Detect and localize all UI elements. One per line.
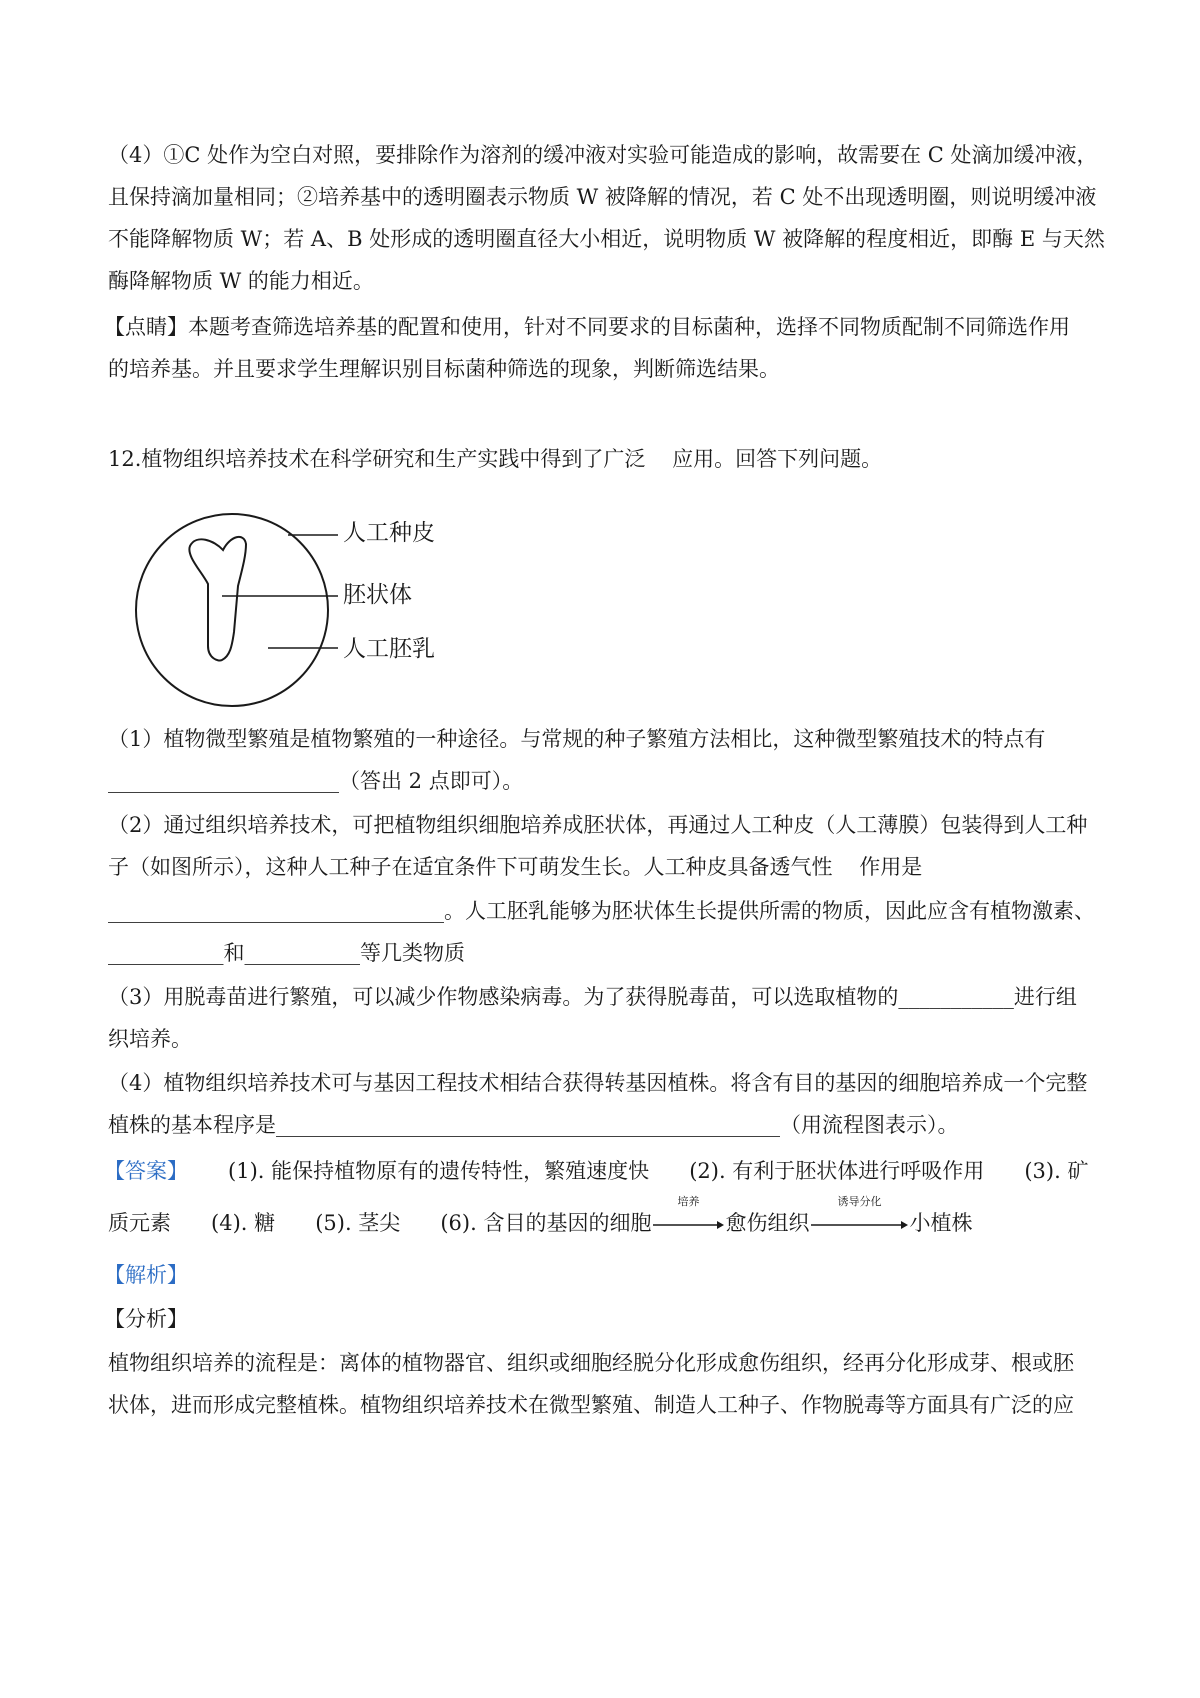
sub4-line-2: 植株的基本程序是________________________________________________（用流程图表示）。 <box>108 1113 959 1137</box>
answer-text-2: 质元素 (4). 糖 (5). 茎尖 (6). 含目的基因的细胞 <box>108 1211 652 1235</box>
part4-line-4: 酶降解物质 W 的能力相近。 <box>108 269 374 293</box>
sub2-line-1: （2）通过组织培养技术，可把植物组织细胞培养成胚状体，再通过人工种皮（人工薄膜）包装得到人工种 <box>108 813 1088 837</box>
part4-line-2: 且保持滴加量相同；②培养基中的透明圈表示物质 W 被降解的情况，若 C 处不出现透明圈，则说明缓冲液 <box>108 185 1097 209</box>
flow-step-2: 愈伤组织 <box>725 1211 810 1235</box>
arrow-right-icon <box>809 1218 909 1232</box>
seed-coat-circle <box>136 514 328 706</box>
analysis-line-1: 植物组织培养的流程是：离体的植物器官、组织或细胞经脱分化形成愈伤组织，经再分化形成芽、根或胚 <box>108 1351 1074 1375</box>
comment-line-1: 【点睛】本题考查筛选培养基的配置和使用，针对不同要求的目标菌种，选择不同物质配制不同筛选作用 <box>104 315 1070 339</box>
flow-arrow-2 <box>809 1195 909 1238</box>
sub2-line-3: ________________________________。人工胚乳能够为胚状体生长提供所需的物质，因此应含有植物激素、 <box>108 899 1095 923</box>
analysis-subtag: 【分析】 <box>104 1307 188 1331</box>
flow-step-3: 小植株 <box>909 1211 973 1235</box>
comment-line-2: 的培养基。并且要求学生理解识别目标菌种筛选的现象，判断筛选结果。 <box>108 357 780 381</box>
sub2-line-4: ___________和___________等几类物质 <box>108 941 465 965</box>
analysis-tag: 【解析】 <box>104 1263 188 1287</box>
sub2-line-2: 子（如图所示），这种人工种子在适宜条件下可萌发生长。人工种皮具备透气性 作用是 <box>108 855 923 879</box>
sub4-line-1: （4）植物组织培养技术可与基因工程技术相结合获得转基因植株。将含有目的基因的细胞培养成一个完整 <box>108 1071 1088 1095</box>
analysis-line-2: 状体，进而形成完整植株。植物组织培养技术在微型繁殖、制造人工种子、作物脱毒等方面具有广泛的应 <box>108 1393 1074 1417</box>
flow-arrow-2-label: 诱导分化 <box>837 1195 882 1208</box>
part4-line-1: （4）①C 处作为空白对照，要排除作为溶剂的缓冲液对实验可能造成的影响，故需要在 C 处滴加缓冲液， <box>108 143 1098 167</box>
flow-arrow-1-label: 培养 <box>677 1195 700 1208</box>
embryoid-shape <box>189 537 246 661</box>
answer-text-1: (1). 能保持植物原有的遗传特性，繁殖速度快 (2). 有利于胚状体进行呼吸作用 (3). 矿 <box>188 1159 1089 1183</box>
sub1-line-1: （1）植物微型繁殖是植物繁殖的一种途径。与常规的种子繁殖方法相比，这种微型繁殖技术的特点有 <box>108 727 1046 751</box>
answer-line-1 <box>104 1156 1088 1186</box>
question-12-stem: 12.植物组织培养技术在科学研究和生产实践中得到了广泛 应用。回答下列问题。 <box>108 447 883 471</box>
answer-line-2 <box>108 1195 973 1238</box>
sub1-line-2: ______________________（答出 2 点即可）。 <box>108 769 524 793</box>
answer-tag: 【答案】 <box>104 1159 188 1183</box>
arrow-right-icon <box>651 1218 725 1232</box>
flow-arrow-1 <box>651 1195 725 1238</box>
part4-line-3: 不能降解物质 W；若 A、B 处形成的透明圈直径大小相近，说明物质 W 被降解的程度相近，即酶 E 与天然 <box>108 227 1105 251</box>
label-endosperm: 人工胚乳 <box>343 636 435 662</box>
label-embryoid: 胚状体 <box>343 582 412 608</box>
sub3-line-1: （3）用脱毒苗进行繁殖，可以减少作物感染病毒。为了获得脱毒苗，可以选取植物的___________进行组 <box>108 985 1077 1009</box>
label-seed-coat: 人工种皮 <box>343 520 435 546</box>
sub3-line-2: 织培养。 <box>108 1027 192 1051</box>
